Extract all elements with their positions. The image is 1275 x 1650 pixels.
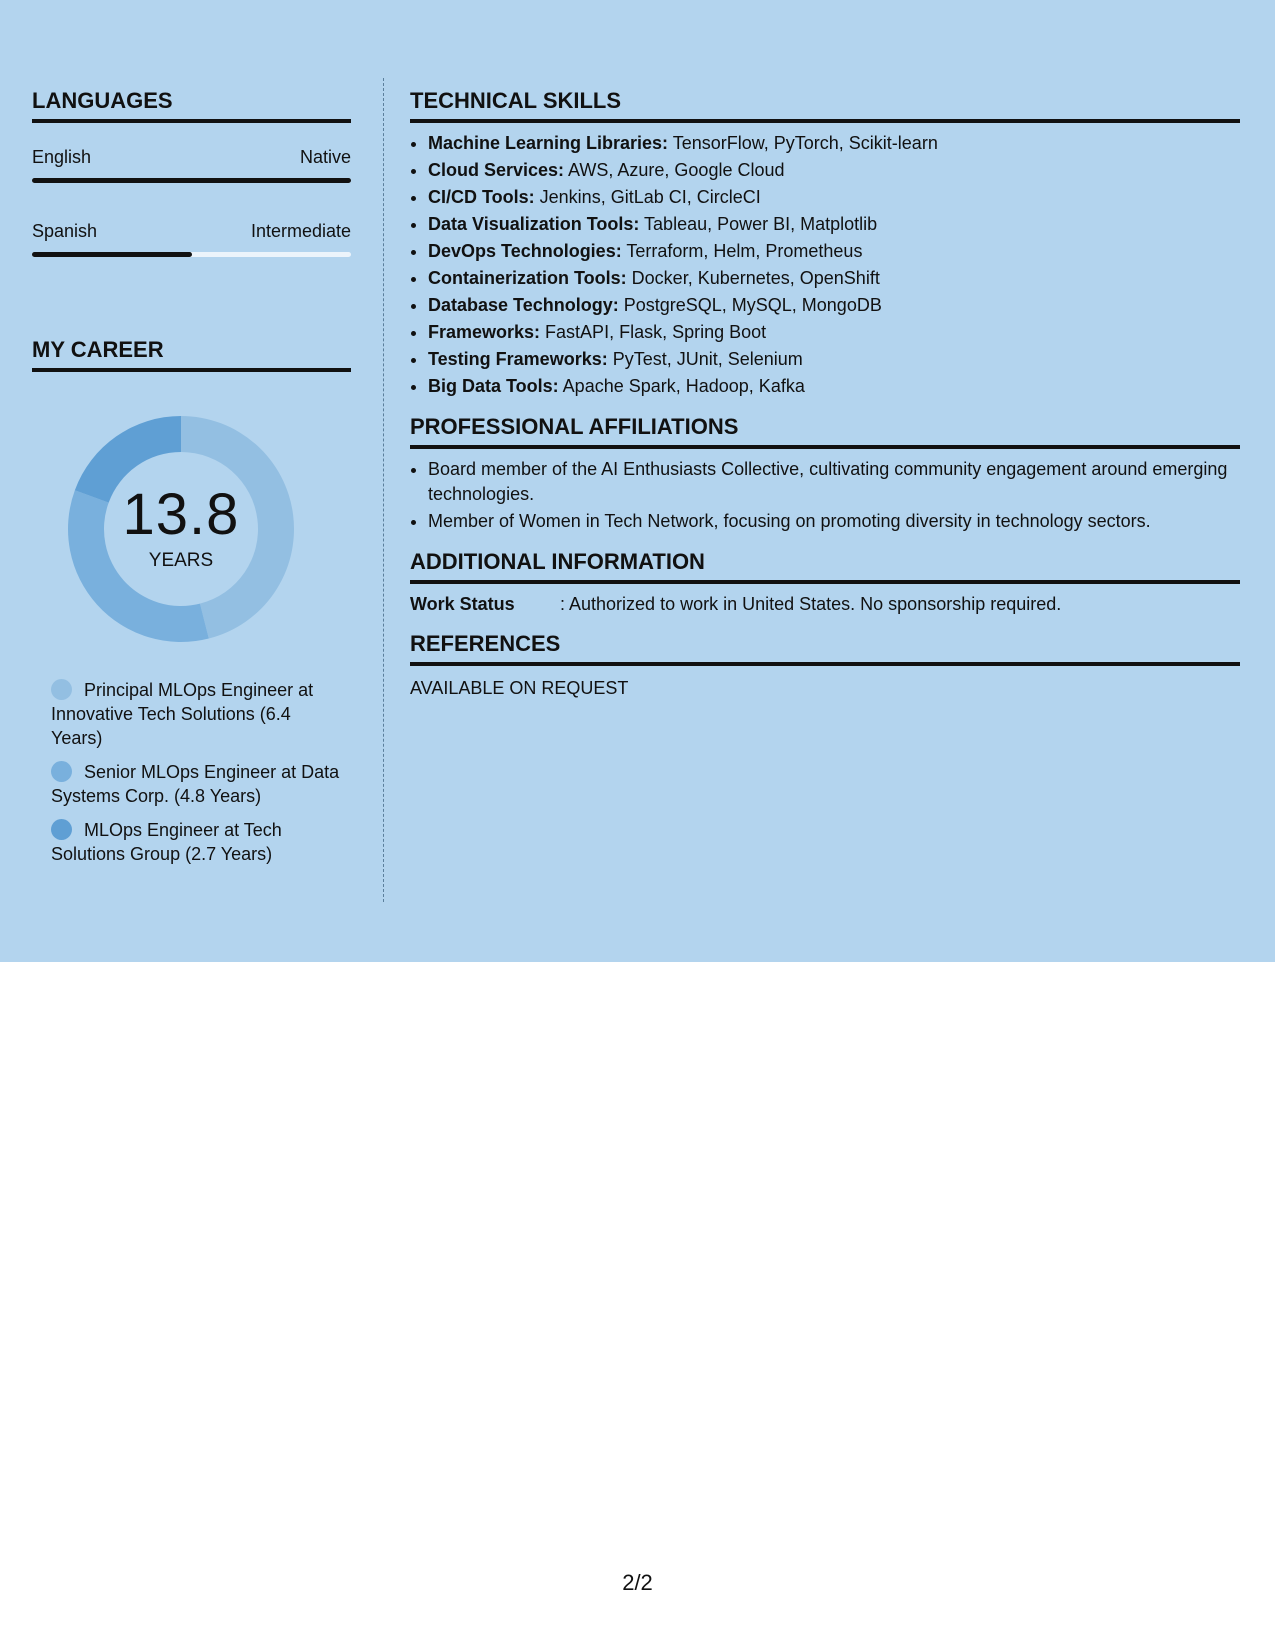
column-divider xyxy=(383,78,384,902)
work-status-label: Work Status xyxy=(410,594,515,614)
skill-item xyxy=(428,374,1240,399)
skill-values: PostgreSQL, MySQL, MongoDB xyxy=(618,295,882,315)
skill-category: DevOps Technologies: xyxy=(428,241,622,261)
skill-values: Jenkins, GitLab CI, CircleCI xyxy=(534,187,761,207)
skill-values: Tableau, Power BI, Matplotlib xyxy=(639,214,878,234)
skill-category: Testing Frameworks: xyxy=(428,349,608,369)
language-item-spanish xyxy=(32,221,351,257)
technical-skills-list xyxy=(410,131,1240,399)
career-donut-chart xyxy=(66,414,296,644)
career-title: MY CAREER xyxy=(32,337,351,372)
skill-values: PyTest, JUnit, Selenium xyxy=(607,349,803,369)
skill-item xyxy=(428,266,1240,291)
skill-item xyxy=(428,320,1240,345)
language-proficiency-bar xyxy=(32,178,351,183)
skill-category: Cloud Services: xyxy=(428,160,565,180)
skill-item xyxy=(428,293,1240,318)
languages-title: LANGUAGES xyxy=(32,88,351,123)
skill-category: CI/CD Tools: xyxy=(428,187,535,207)
language-name: Spanish xyxy=(32,221,98,241)
references-title: REFERENCES xyxy=(410,631,1240,666)
language-level: Native xyxy=(299,147,351,167)
legend-dot-icon xyxy=(51,761,72,782)
career-legend xyxy=(51,678,341,866)
skill-category: Database Technology: xyxy=(428,295,619,315)
affiliations-list xyxy=(410,457,1240,534)
work-status-value: : Authorized to work in United States. No sponsorship required. xyxy=(560,594,1062,614)
skill-item xyxy=(428,239,1240,264)
language-proficiency-fill xyxy=(32,252,192,257)
page-number: 2/2 xyxy=(622,1570,653,1595)
career-total-unit: YEARS xyxy=(148,550,214,571)
language-name: English xyxy=(32,147,92,167)
technical-skills-title: TECHNICAL SKILLS xyxy=(410,88,1240,123)
skill-item xyxy=(428,347,1240,372)
skill-values: AWS, Azure, Google Cloud xyxy=(564,160,785,180)
skill-item xyxy=(428,158,1240,183)
language-item-english xyxy=(32,147,351,183)
career-job-label: Senior MLOps Engineer at Data Systems Corp. (4.8 Years) xyxy=(51,762,340,806)
skill-item xyxy=(428,212,1240,237)
language-proficiency-fill xyxy=(32,178,351,183)
skill-item xyxy=(428,185,1240,210)
skill-values: Apache Spark, Hadoop, Kafka xyxy=(558,376,805,396)
right-column xyxy=(410,88,1240,700)
skill-category: Data Visualization Tools: xyxy=(428,214,640,234)
career-legend-item xyxy=(51,760,341,808)
career-legend-item xyxy=(51,678,341,750)
skill-category: Containerization Tools: xyxy=(428,268,627,288)
career-total-years: 13.8 xyxy=(122,482,240,547)
skill-values: TensorFlow, PyTorch, Scikit-learn xyxy=(668,133,938,153)
affiliation-item: • Member of Women in Tech Network, focusing on promoting diversity in technology sectors. xyxy=(428,509,1240,534)
skill-item xyxy=(428,131,1240,156)
additional-info-title: ADDITIONAL INFORMATION xyxy=(410,549,1240,584)
legend-dot-icon xyxy=(51,819,72,840)
skill-category: Big Data Tools: xyxy=(428,376,559,396)
work-status-row xyxy=(410,592,1240,616)
affiliations-title: PROFESSIONAL AFFILIATIONS xyxy=(410,414,1240,449)
language-level: Intermediate xyxy=(250,221,351,241)
career-legend-item xyxy=(51,818,341,866)
legend-dot-icon xyxy=(51,679,72,700)
skill-category: Frameworks: xyxy=(428,322,541,342)
language-proficiency-bar xyxy=(32,252,351,257)
donut-center xyxy=(66,414,296,644)
references-text: AVAILABLE ON REQUEST xyxy=(410,678,629,698)
skill-category: Machine Learning Libraries: xyxy=(428,133,669,153)
affiliation-item: • Board member of the AI Enthusiasts Collective, cultivating community engagement around emerging technologies. xyxy=(428,457,1240,507)
career-job-label: Principal MLOps Engineer at Innovative Tech Solutions (6.4 Years) xyxy=(51,680,314,748)
career-job-label: MLOps Engineer at Tech Solutions Group (2.7 Years) xyxy=(51,820,282,864)
skill-values: Terraform, Helm, Prometheus xyxy=(621,241,863,261)
skill-values: FastAPI, Flask, Spring Boot xyxy=(540,322,767,342)
left-column xyxy=(32,88,351,876)
skill-values: Docker, Kubernetes, OpenShift xyxy=(626,268,880,288)
